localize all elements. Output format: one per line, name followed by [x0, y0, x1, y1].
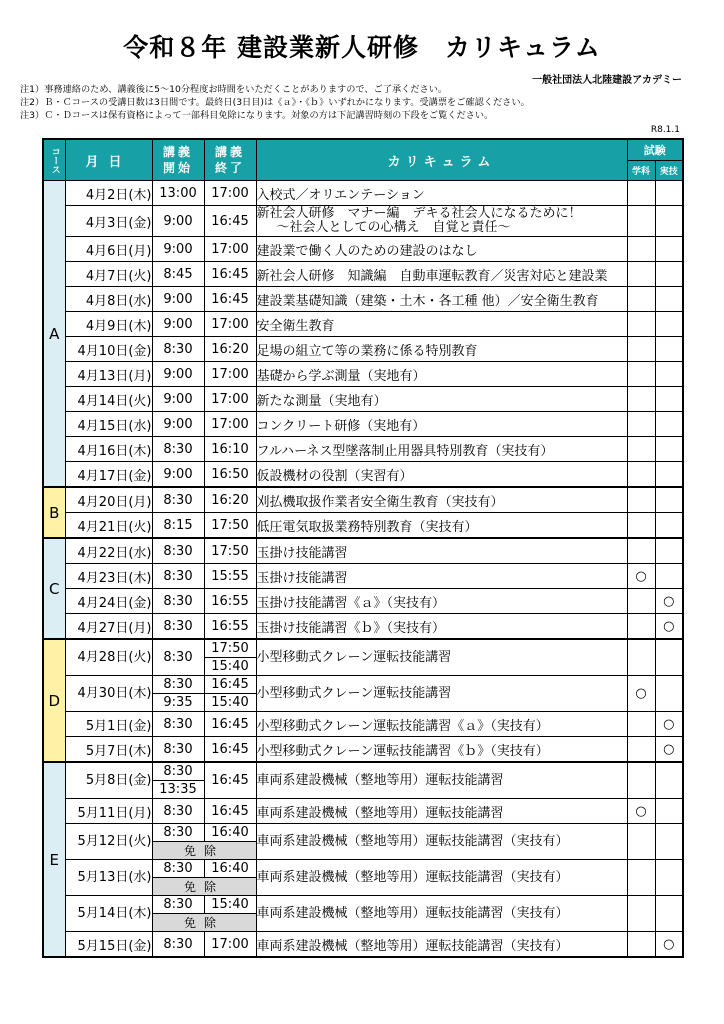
- table-row: [43, 589, 683, 614]
- row-end: 16:45: [204, 762, 256, 799]
- practical-exam-mark: ○: [655, 737, 683, 763]
- row-curriculum: 新たな測量（実地有）: [256, 387, 627, 412]
- practical-exam-mark: ○: [655, 932, 683, 958]
- row-start: 8:30: [152, 437, 204, 462]
- row-date: 4月20日(月): [65, 487, 152, 513]
- row-end: 17:50: [204, 538, 256, 564]
- row-date: 4月28日(火): [65, 639, 152, 676]
- row-date: 4月23日(木): [65, 564, 152, 589]
- row-curriculum: 車両系建設機械（整地等用）運転技能講習（実技有）: [256, 860, 627, 896]
- table-row: [43, 860, 683, 878]
- header-exam: 試験: [627, 139, 683, 161]
- row-start: 8:30: [152, 538, 204, 564]
- row-start: 8:30: [152, 896, 204, 914]
- row-start-exempt: 13:35: [152, 781, 204, 799]
- row-start: 8:30: [152, 932, 204, 958]
- course-label-c: C: [43, 538, 65, 639]
- row-start-exempt: 9:35: [152, 694, 204, 712]
- written-exam-mark: ○: [627, 799, 655, 824]
- row-date: 5月12日(火): [65, 824, 152, 860]
- table-row: [43, 824, 683, 842]
- row-curriculum: コンクリート研修（実地有）: [256, 412, 627, 437]
- row-curriculum: 安全衛生教育: [256, 312, 627, 337]
- header-end: 講義終了: [204, 139, 256, 181]
- exempt-label: 免除: [152, 878, 256, 896]
- course-label-e: E: [43, 762, 65, 957]
- page-title: 令和８年 建設業新人研修 カリキュラム: [123, 33, 601, 62]
- row-curriculum: 小型移動式クレーン運転技能講習《ｂ》（実技有）: [256, 737, 627, 763]
- header-practical: 実技: [655, 161, 683, 181]
- row-curriculum: 刈払機取扱作業者安全衛生教育（実技有）: [256, 487, 627, 513]
- row-curriculum: 玉掛け技能講習《ａ》（実技有）: [256, 589, 627, 614]
- row-start: 8:30: [152, 712, 204, 737]
- row-date: 5月7日(木): [65, 737, 152, 763]
- table-row: [43, 799, 683, 824]
- row-curriculum: 玉掛け技能講習: [256, 564, 627, 589]
- table-row: [43, 437, 683, 462]
- row-curriculum: 車両系建設機械（整地等用）運転技能講習: [256, 762, 627, 799]
- row-end: 17:50: [204, 639, 256, 658]
- row-date: 4月22日(水): [65, 538, 152, 564]
- row-start: 8:30: [152, 737, 204, 763]
- row-curriculum: フルハーネス型墜落制止用器具特別教育（実技有）: [256, 437, 627, 462]
- row-end: 17:00: [204, 181, 256, 206]
- table-row: [43, 262, 683, 287]
- row-date: 4月7日(火): [65, 262, 152, 287]
- row-start: 9:00: [152, 412, 204, 437]
- practical-exam-mark: ○: [655, 712, 683, 737]
- table-row: [43, 462, 683, 488]
- row-curriculum: 小型移動式クレーン運転技能講習《ａ》（実技有）: [256, 712, 627, 737]
- row-date: 4月8日(水): [65, 287, 152, 312]
- table-row: [43, 737, 683, 763]
- table-row: [43, 237, 683, 262]
- row-start: 9:00: [152, 287, 204, 312]
- header-start: 講義開始: [152, 139, 204, 181]
- row-end: 16:20: [204, 487, 256, 513]
- row-end: 16:20: [204, 337, 256, 362]
- row-end: 17:50: [204, 513, 256, 539]
- table-row: [43, 564, 683, 589]
- row-end: 16:45: [204, 737, 256, 763]
- row-end: 16:40: [204, 824, 256, 842]
- row-end-exempt: 15:40: [204, 694, 256, 712]
- row-curriculum: 建設業基礎知識（建築・土木・各工種 他）／安全衛生教育: [256, 287, 627, 312]
- row-end: 16:45: [204, 206, 256, 237]
- row-curriculum: 玉掛け技能講習: [256, 538, 627, 564]
- row-curriculum: 基礎から学ぶ測量（実地有）: [256, 362, 627, 387]
- row-start: 9:00: [152, 206, 204, 237]
- row-start: 8:30: [152, 337, 204, 362]
- organization-name: 一般社団法人北陸建設アカデミー: [532, 75, 682, 86]
- row-end: 17:00: [204, 237, 256, 262]
- row-start: 8:30: [152, 799, 204, 824]
- table-row: [43, 206, 683, 237]
- row-date: 4月21日(火): [65, 513, 152, 539]
- notes: [20, 83, 530, 122]
- row-end: 16:10: [204, 437, 256, 462]
- practical-exam-mark: ○: [655, 589, 683, 614]
- row-end: 16:40: [204, 860, 256, 878]
- table-row: [43, 487, 683, 513]
- table-row: [43, 362, 683, 387]
- table-row: [43, 712, 683, 737]
- row-start: 9:00: [152, 237, 204, 262]
- note-3: 注3）Ｃ・Ｄコースは保有資格によって一部科目免除になります。対象の方は下記講習時刻の下段をご覧ください。: [20, 110, 494, 121]
- row-start: 8:30: [152, 614, 204, 640]
- header-course: コース: [43, 139, 65, 181]
- row-start: 13:00: [152, 181, 204, 206]
- row-curriculum: [256, 206, 627, 237]
- course-label-d: D: [43, 639, 65, 762]
- header-date: 月日: [65, 139, 152, 181]
- course-label-b: B: [43, 487, 65, 538]
- row-end: 16:55: [204, 589, 256, 614]
- row-end: 16:50: [204, 462, 256, 488]
- row-start: 9:00: [152, 362, 204, 387]
- row-start: 8:45: [152, 262, 204, 287]
- row-start: 8:30: [152, 762, 204, 781]
- row-date: 4月9日(木): [65, 312, 152, 337]
- row-start: 8:30: [152, 860, 204, 878]
- row-curriculum: 小型移動式クレーン運転技能講習: [256, 639, 627, 676]
- table-row: [43, 896, 683, 914]
- curriculum-table: [42, 138, 684, 958]
- header-written: 学科: [627, 161, 655, 181]
- row-date: 4月10日(金): [65, 337, 152, 362]
- row-curriculum: 新社会人研修 知識編 自動車運転教育／災害対応と建設業: [256, 262, 627, 287]
- practical-exam-mark: ○: [655, 614, 683, 640]
- row-curriculum: 建設業で働く人のための建設のはなし: [256, 237, 627, 262]
- row-curriculum: 車両系建設機械（整地等用）運転技能講習（実技有）: [256, 824, 627, 860]
- header-curriculum: カリキュラム: [256, 139, 627, 181]
- row-curriculum: 車両系建設機械（整地等用）運転技能講習: [256, 799, 627, 824]
- row-end: 17:00: [204, 312, 256, 337]
- row-start: 8:30: [152, 589, 204, 614]
- row-end: 17:00: [204, 412, 256, 437]
- written-exam-mark: ○: [627, 564, 655, 589]
- row-end: 16:45: [204, 712, 256, 737]
- row-date: 4月17日(金): [65, 462, 152, 488]
- row-date: 5月8日(金): [65, 762, 152, 799]
- row-start: 8:15: [152, 513, 204, 539]
- row-curriculum: 車両系建設機械（整地等用）運転技能講習（実技有）: [256, 932, 627, 958]
- table-row: [43, 676, 683, 694]
- row-end: 16:45: [204, 287, 256, 312]
- row-start: 8:30: [152, 639, 204, 676]
- row-date: 5月15日(金): [65, 932, 152, 958]
- row-curriculum: 車両系建設機械（整地等用）運転技能講習（実技有）: [256, 896, 627, 932]
- note-2: 注2）Ｂ・Ｃコースの受講日数は3日間です。最終日(3日目)は《ａ》・《ｂ》いずれかになります。受講票をご確認ください。: [20, 97, 530, 108]
- note-1: 注1）事務連絡のため、講義後に5～10分程度お時間をいただくことがありますので、ご了承ください。: [20, 84, 448, 95]
- row-curriculum: 玉掛け技能講習《ｂ》（実技有）: [256, 614, 627, 640]
- row-date: 4月14日(火): [65, 387, 152, 412]
- row-curriculum: 入校式／オリエンテーション: [256, 181, 627, 206]
- row-date: 4月27日(月): [65, 614, 152, 640]
- row-curriculum-line1: 新社会人研修 マナー編 デキる社会人になるために！: [256, 206, 582, 221]
- row-date: 5月11日(月): [65, 799, 152, 824]
- written-exam-mark: ○: [627, 676, 655, 712]
- revision-label: R8.1.1: [650, 125, 680, 135]
- row-end: 16:45: [204, 799, 256, 824]
- table-row: [43, 932, 683, 958]
- row-end: 17:00: [204, 387, 256, 412]
- table-row: [43, 513, 683, 539]
- row-curriculum: 低圧電気取扱業務特別教育（実技有）: [256, 513, 627, 539]
- row-end: 15:40: [204, 896, 256, 914]
- row-start: 8:30: [152, 487, 204, 513]
- row-start: 8:30: [152, 564, 204, 589]
- row-date: 4月6日(月): [65, 237, 152, 262]
- row-date: 4月13日(月): [65, 362, 152, 387]
- row-date: 4月2日(木): [65, 181, 152, 206]
- row-curriculum: 小型移動式クレーン運転技能講習: [256, 676, 627, 712]
- row-start: 9:00: [152, 462, 204, 488]
- row-date: 4月30日(木): [65, 676, 152, 712]
- exempt-label: 免除: [152, 914, 256, 932]
- table-row: [43, 312, 683, 337]
- row-date: 5月14日(木): [65, 896, 152, 932]
- table-row: [43, 181, 683, 206]
- row-curriculum-line2: ～社会人としての心構え 自覚と責任～: [276, 220, 511, 235]
- row-date: 4月16日(木): [65, 437, 152, 462]
- row-date: 4月3日(金): [65, 206, 152, 237]
- row-end: 16:45: [204, 676, 256, 694]
- course-label-a: A: [43, 181, 65, 488]
- row-end: 16:45: [204, 262, 256, 287]
- row-date: 5月1日(金): [65, 712, 152, 737]
- table-row: [43, 412, 683, 437]
- table-row: [43, 639, 683, 658]
- table-row: [43, 287, 683, 312]
- row-date: 4月15日(水): [65, 412, 152, 437]
- row-end: 16:55: [204, 614, 256, 640]
- row-curriculum: 足場の組立て等の業務に係る特別教育: [256, 337, 627, 362]
- table-row: [43, 614, 683, 640]
- row-date: 4月24日(金): [65, 589, 152, 614]
- row-start: 8:30: [152, 676, 204, 694]
- row-date: 5月13日(水): [65, 860, 152, 896]
- table-row: [43, 337, 683, 362]
- table-row: [43, 387, 683, 412]
- row-curriculum: 仮設機材の役割（実習有）: [256, 462, 627, 488]
- row-end: 15:55: [204, 564, 256, 589]
- row-start: 9:00: [152, 387, 204, 412]
- table-row: [43, 538, 683, 564]
- row-start: 9:00: [152, 312, 204, 337]
- table-row: [43, 762, 683, 781]
- row-end-exempt: 15:40: [204, 658, 256, 676]
- row-end: 17:00: [204, 362, 256, 387]
- row-end: 17:00: [204, 932, 256, 958]
- row-start: 8:30: [152, 824, 204, 842]
- exempt-label: 免除: [152, 842, 256, 860]
